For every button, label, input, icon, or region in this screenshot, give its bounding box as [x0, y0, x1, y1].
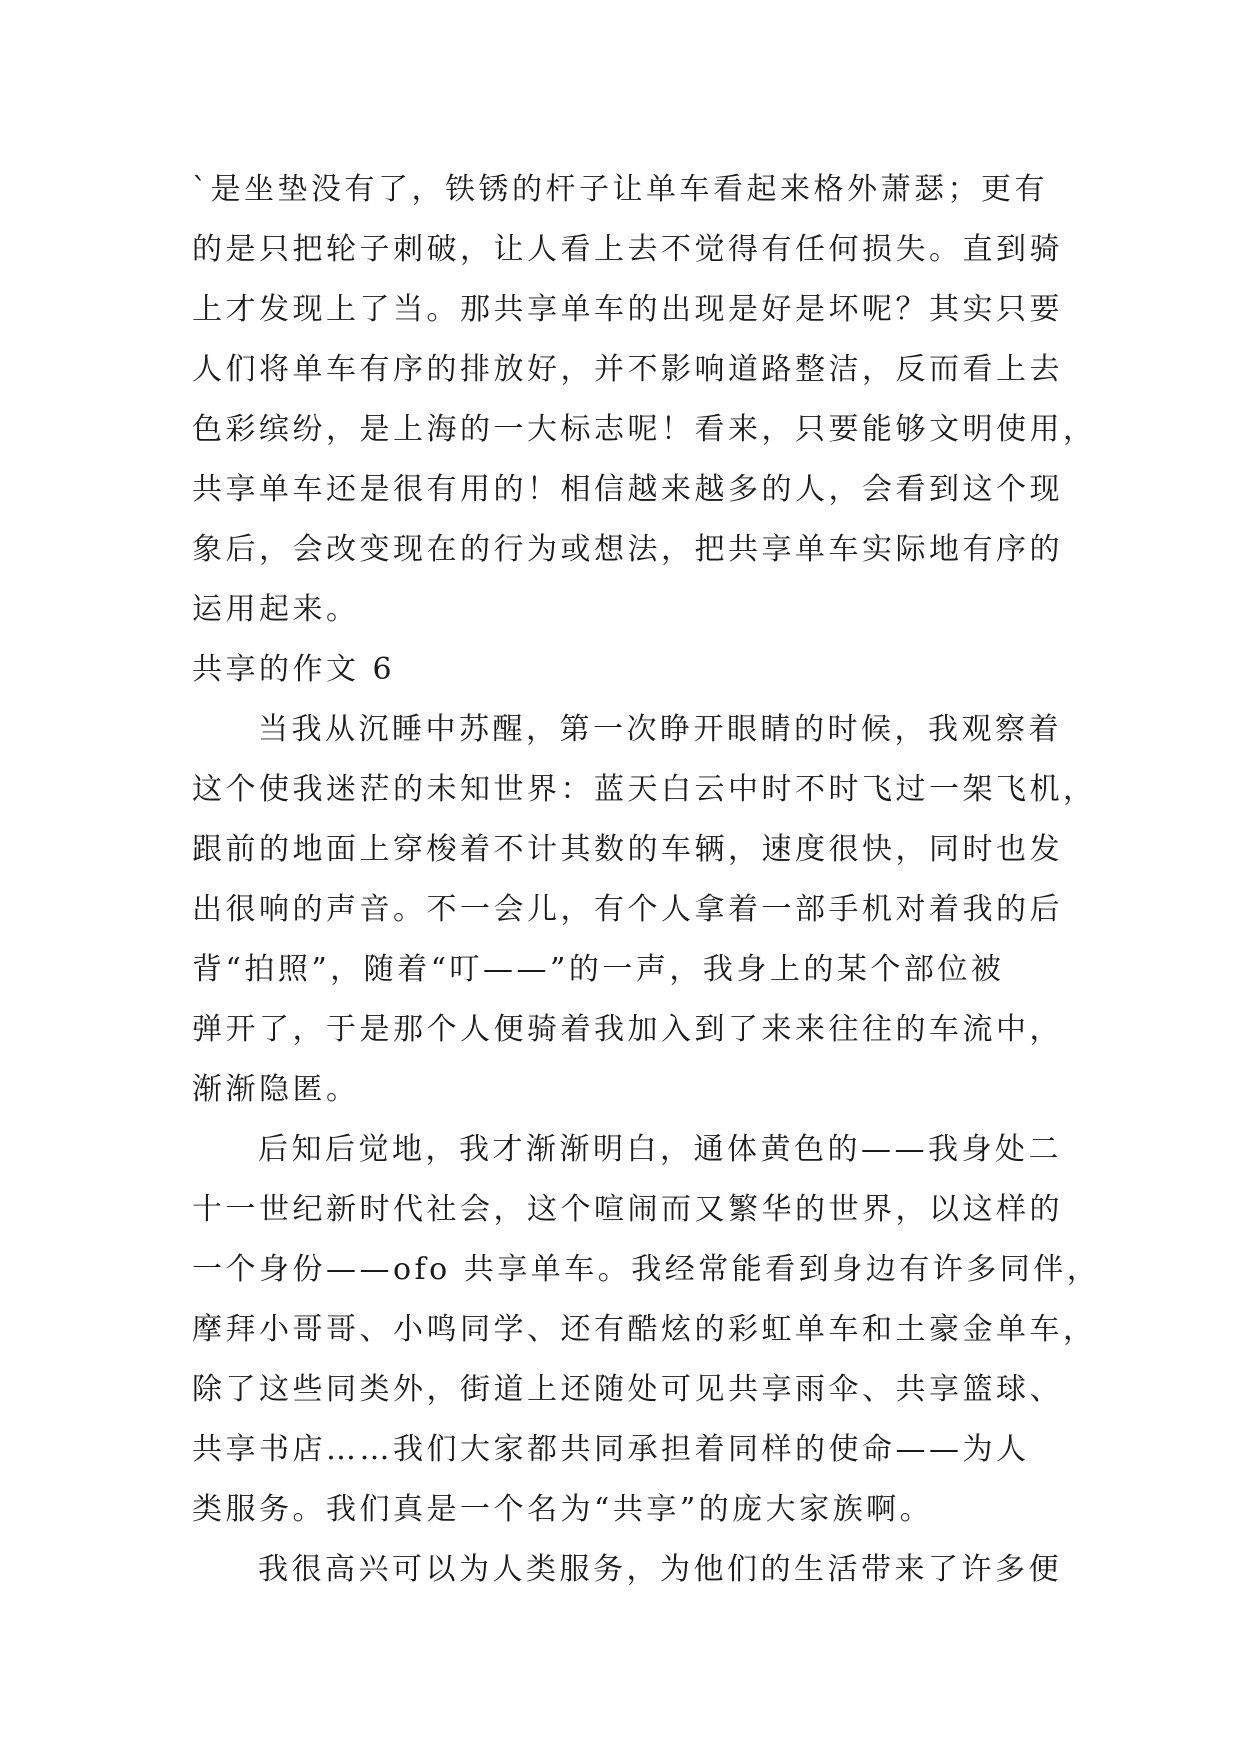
text-line: 的是只把轮子刺破，让人看上去不觉得有任何损失。直到骑 — [192, 232, 1063, 267]
text-line: 共享单车还是很有用的！相信越来越多的人，会看到这个现 — [192, 472, 1063, 507]
paragraph-first-line: 我很高兴可以为人类服务，为他们的生活带来了许多便 — [258, 1552, 1062, 1587]
text-line: 背“拍照”，随着“叮——”的一声，我身上的某个部位被 — [192, 952, 1005, 987]
paragraph-first-line: 当我从沉睡中苏醒，第一次睁开眼睛的时候，我观察着 — [258, 712, 1062, 747]
text-line: 这个使我迷茫的未知世界：蓝天白云中时不时飞过一架飞机， — [192, 772, 1097, 807]
text-line: 共享书店……我们大家都共同承担着同样的使命——为人 — [192, 1432, 1030, 1467]
text-line: 摩拜小哥哥、小鸣同学、还有酷炫的彩虹单车和土豪金单车， — [192, 1312, 1097, 1347]
text-line: 人们将单车有序的排放好，并不影响道路整洁，反而看上去 — [192, 352, 1063, 387]
paragraph-first-line: 后知后觉地，我才渐渐明白，通体黄色的——我身处二 — [258, 1132, 1062, 1167]
text-line: 一个身份——ofo 共享单车。我经常能看到身边有许多同伴， — [192, 1252, 1101, 1287]
text-line: 色彩缤纷，是上海的一大标志呢！看来，只要能够文明使用， — [192, 412, 1097, 447]
section-heading: 共享的作文 6 — [192, 652, 396, 687]
text-line: 运用起来。 — [192, 592, 360, 627]
text-line: `是坐垫没有了，铁锈的杆子让单车看起来格外萧瑟；更有 — [192, 172, 1048, 207]
text-line: 上才发现上了当。那共享单车的出现是好是坏呢？其实只要 — [192, 292, 1063, 327]
text-line: 跟前的地面上穿梭着不计其数的车辆，速度很快，同时也发 — [192, 832, 1063, 867]
text-line: 类服务。我们真是一个名为“共享”的庞大家族啊。 — [192, 1492, 934, 1527]
text-line: 除了这些同类外，街道上还随处可见共享雨伞、共享篮球、 — [192, 1372, 1063, 1407]
text-line: 弹开了，于是那个人便骑着我加入到了来来往往的车流中， — [192, 1012, 1063, 1047]
text-line: 十一世纪新时代社会，这个喧闹而又繁华的世界，以这样的 — [192, 1192, 1063, 1227]
text-line: 出很响的声音。不一会儿，有个人拿着一部手机对着我的后 — [192, 892, 1063, 927]
text-line: 象后，会改变现在的行为或想法，把共享单车实际地有序的 — [192, 532, 1063, 567]
essay-text — [192, 160, 1101, 1600]
text-line: 渐渐隐匿。 — [192, 1072, 360, 1107]
